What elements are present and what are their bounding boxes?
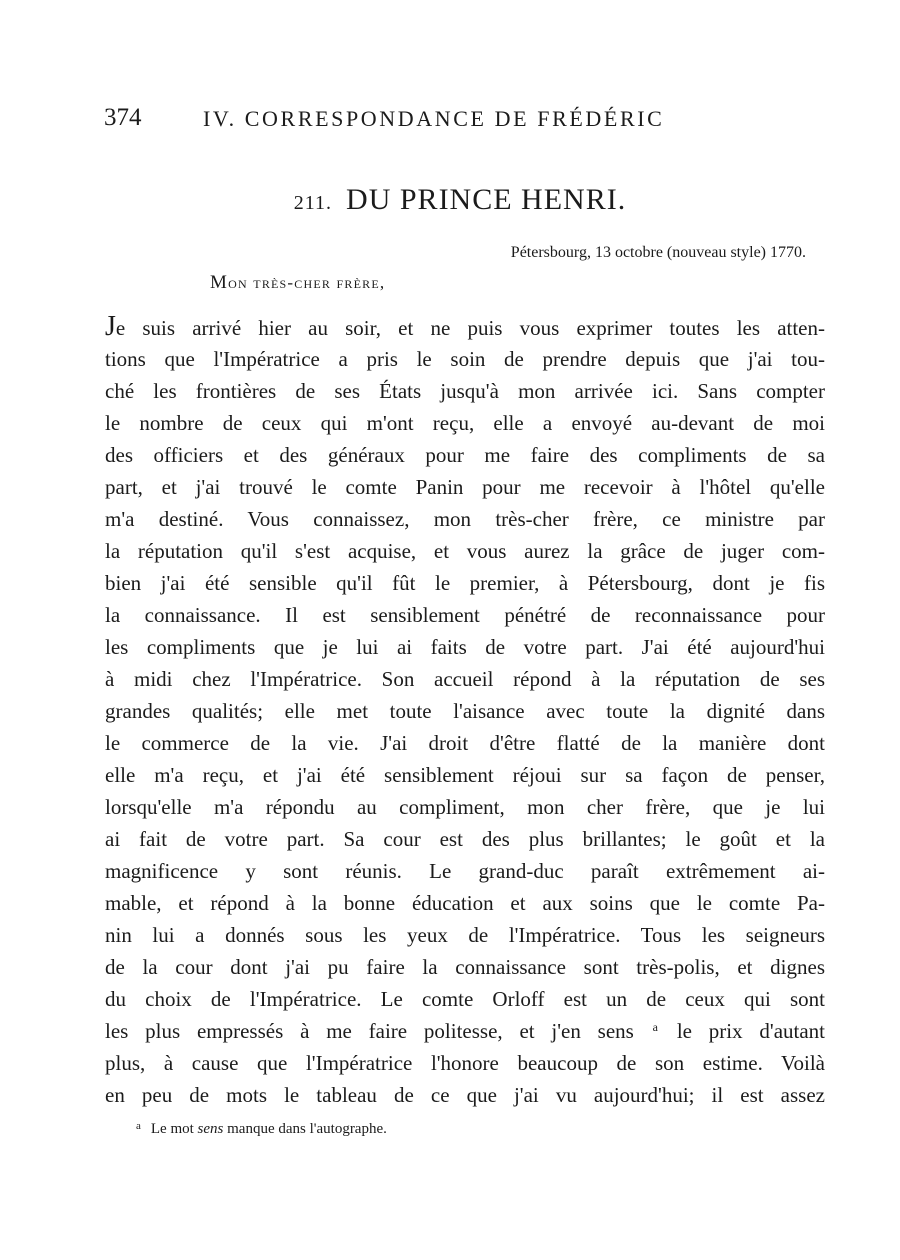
footnote-mark: a: [136, 1120, 141, 1132]
body-line: du choix de l'Impératrice. Le comte Orloff est un de ceux qui sont: [105, 987, 825, 1011]
running-title: IV. CORRESPONDANCE DE FRÉDÉRIC: [203, 106, 665, 131]
footnote-italic-word: sens: [197, 1121, 224, 1137]
footnote-text: manque dans l'autographe.: [223, 1121, 387, 1137]
salutation: Mon très-cher frère,: [210, 272, 386, 293]
footnote-text: Le mot: [150, 1121, 198, 1137]
footnote: [136, 1120, 387, 1138]
body-line: le commerce de la vie. J'ai droit d'être flatté de la manière dont: [105, 731, 825, 755]
body-line-text: le prix d'autant: [676, 1019, 826, 1043]
body-line-text: e suis arrivé hier au soir, et ne puis vous exprimer toutes les atten-: [115, 316, 825, 340]
body-line: à midi chez l'Impératrice. Son accueil répond à la réputation de ses: [105, 667, 825, 691]
body-line: le nombre de ceux qui m'ont reçu, elle a envoyé au-devant de moi: [105, 411, 825, 435]
body-line: lorsqu'elle m'a répondu au compliment, mon cher frère, que je lui: [105, 795, 825, 819]
body-line: grandes qualités; elle met toute l'aisance avec toute la dignité dans: [105, 699, 825, 723]
body-line: les compliments que je lui ai faits de votre part. J'ai été aujourd'hui: [105, 635, 825, 659]
letter-title: DU PRINCE HENRI.: [346, 183, 627, 216]
body-line: bien j'ai été sensible qu'il fût le premier, à Pétersbourg, dont je fis: [105, 571, 825, 595]
letter-body: [105, 311, 825, 1111]
body-line: en peu de mots le tableau de ce que j'ai vu aujourd'hui; il est assez: [105, 1083, 825, 1107]
body-line: la réputation qu'il s'est acquise, et vous aurez la grâce de juger com-: [105, 539, 825, 563]
letter-number: 211.: [293, 192, 333, 214]
body-line-with-footnote: [105, 1015, 825, 1047]
body-line: tions que l'Impératrice a pris le soin de prendre depuis que j'ai tou-: [105, 347, 825, 371]
running-head: [104, 104, 824, 140]
body-line: la connaissance. Il est sensiblement pénétré de reconnaissance pour: [105, 603, 825, 627]
body-line: part, et j'ai trouvé le comte Panin pour me recevoir à l'hôtel qu'elle: [105, 475, 825, 499]
body-line: [105, 311, 825, 343]
initial-capital: J: [105, 311, 116, 342]
body-line: des officiers et des généraux pour me faire des compliments de sa: [105, 443, 825, 467]
body-line: ché les frontières de ses États jusqu'à mon arrivée ici. Sans compter: [105, 379, 825, 403]
body-line-text: les plus empressés à me faire politesse, et j'en sens: [105, 1019, 634, 1043]
letter-heading: [0, 183, 900, 217]
body-line: magnificence y sont réunis. Le grand-duc paraît extrêmement ai-: [105, 859, 825, 883]
footnote-reference: a: [652, 1020, 658, 1034]
body-line: m'a destiné. Vous connaissez, mon très-cher frère, ce ministre par: [105, 507, 825, 531]
body-line: plus, à cause que l'Impératrice l'honore beaucoup de son estime. Voilà: [105, 1051, 825, 1075]
page-number: 374: [104, 104, 142, 131]
body-line: mable, et répond à la bonne éducation et aux soins que le comte Pa-: [105, 891, 825, 915]
dateline: Pétersbourg, 13 octobre (nouveau style) 1770.: [510, 244, 806, 261]
body-line: elle m'a reçu, et j'ai été sensiblement réjoui sur sa façon de penser,: [105, 763, 825, 787]
body-line: nin lui a donnés sous les yeux de l'Impératrice. Tous les seigneurs: [105, 923, 825, 947]
body-line: de la cour dont j'ai pu faire la connaissance sont très-polis, et dignes: [105, 955, 825, 979]
body-line: ai fait de votre part. Sa cour est des plus brillantes; le goût et la: [105, 827, 825, 851]
